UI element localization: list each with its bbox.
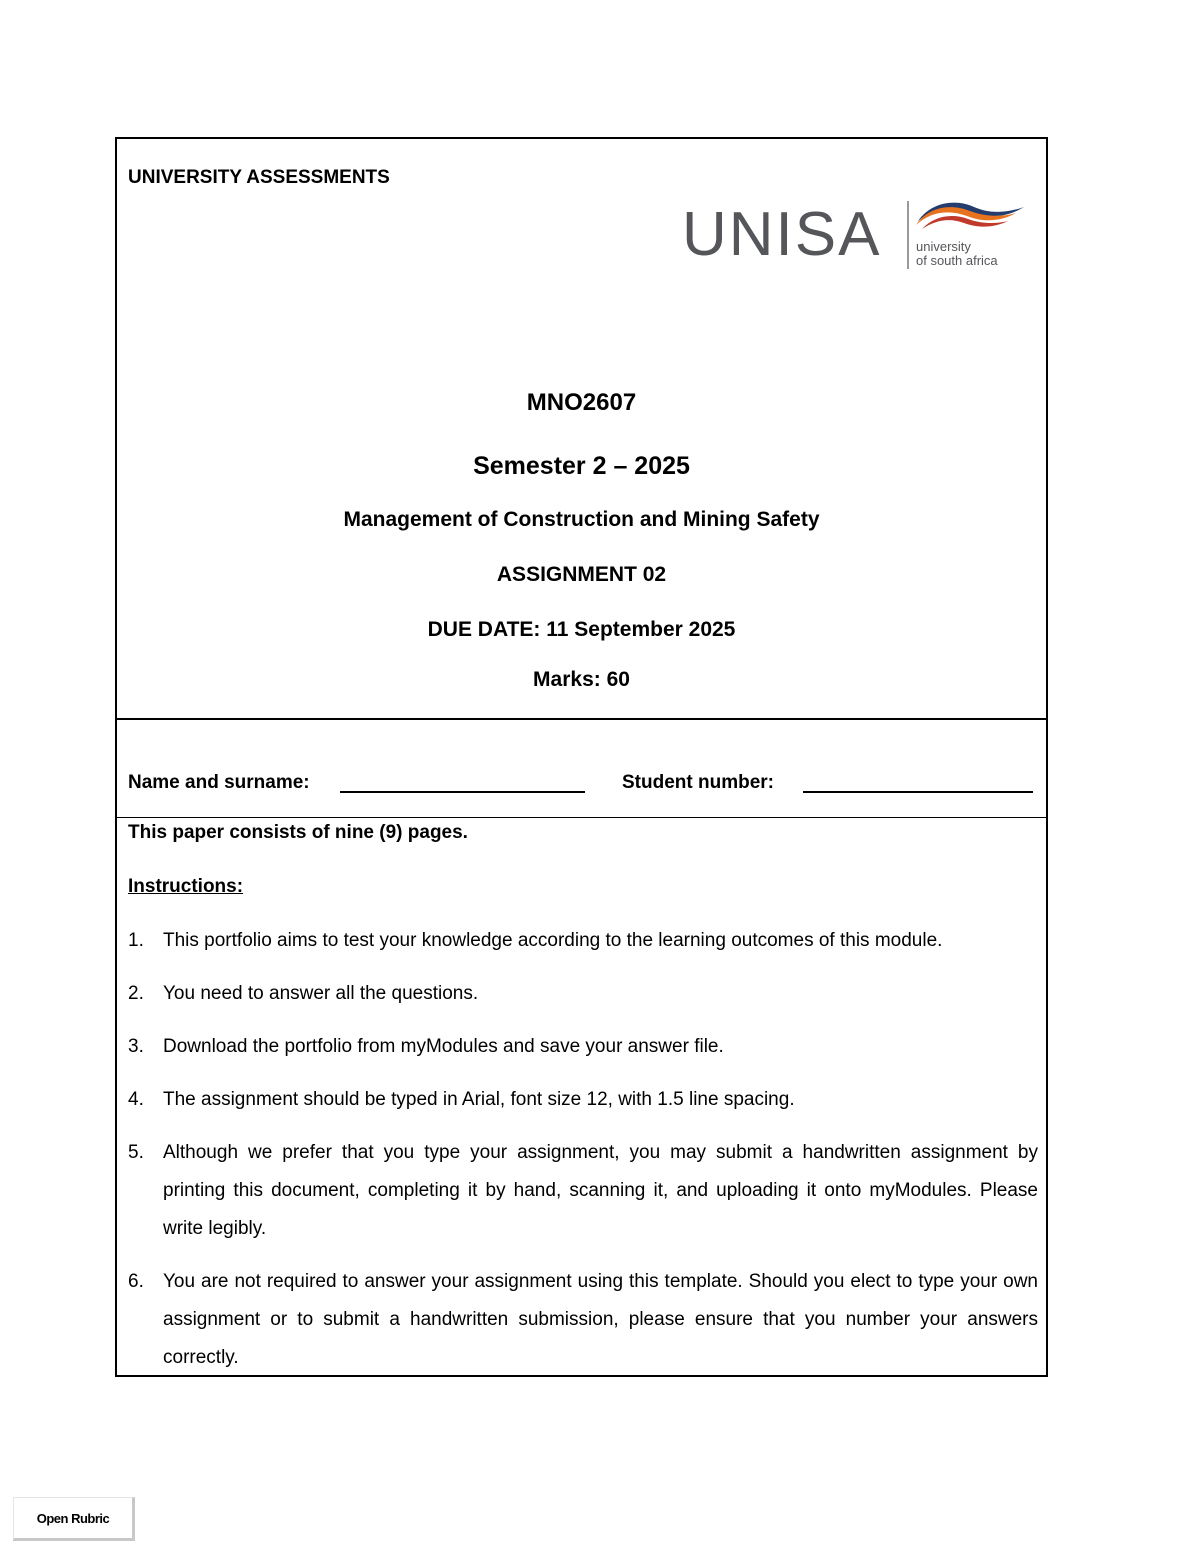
logo-sub-line1: university <box>916 239 971 254</box>
unisa-logo <box>680 199 1030 279</box>
list-item <box>117 1081 1046 1119</box>
list-item-number: 1. <box>128 930 144 951</box>
cover-header <box>117 139 1046 720</box>
instructions-list <box>117 922 1046 1392</box>
list-item-number: 4. <box>128 1089 144 1110</box>
logo-sub-line2: of south africa <box>916 253 998 268</box>
list-item-text: This portfolio aims to test your knowledge according to the learning outcomes of this module. <box>163 930 943 951</box>
list-item <box>117 1134 1046 1248</box>
list-item-number: 6. <box>128 1271 144 1292</box>
module-title: Management of Construction and Mining Safety <box>343 508 820 531</box>
semester: Semester 2 – 2025 <box>473 452 690 480</box>
assignment-number: ASSIGNMENT 02 <box>496 563 667 586</box>
module-code: MNO2607 <box>526 389 637 416</box>
name-label: Name and surname: <box>128 772 310 793</box>
instructions-heading: Instructions: <box>128 876 244 897</box>
list-item <box>117 1263 1046 1377</box>
list-item-number: 2. <box>128 983 144 1004</box>
list-item-text: The assignment should be typed in Arial, font size 12, with 1.5 line spacing. <box>163 1089 795 1110</box>
list-item-number: 3. <box>128 1036 144 1057</box>
list-item-text: You are not required to answer your assignment using this template. Should you elect to type your own assignment or to submit a handwritten submission, please ensure that you number your answers correctly. <box>163 1271 1038 1368</box>
list-item <box>117 922 1046 960</box>
due-date: DUE DATE: 11 September 2025 <box>427 618 736 641</box>
student-details <box>117 720 1046 818</box>
logo-separator <box>907 201 909 269</box>
list-item-text: Download the portfolio from myModules and save your answer file. <box>163 1036 724 1057</box>
marks: Marks: 60 <box>533 668 630 691</box>
logo-swoosh-icon <box>912 199 1027 239</box>
list-item-text: You need to answer all the questions. <box>163 983 479 1004</box>
logo-wordmark: UNISA <box>682 200 882 269</box>
list-item <box>117 975 1046 1013</box>
logo-subtitle <box>916 240 998 268</box>
list-item <box>117 1028 1046 1066</box>
org-heading: UNIVERSITY ASSESSMENTS <box>128 167 390 188</box>
student-number-field-line <box>803 791 1033 793</box>
open-rubric-button[interactable]: Open Rubric <box>13 1497 135 1541</box>
assessment-cover-frame <box>115 137 1048 1377</box>
pages-note: This paper consists of nine (9) pages. <box>128 822 468 843</box>
name-field-line <box>340 791 585 793</box>
list-item-number: 5. <box>128 1142 144 1163</box>
list-item-text: Although we prefer that you type your assignment, you may submit a handwritten assignment by printing this document, completing it by hand, scanning it, and uploading it onto myModules. Please write legibly. <box>163 1142 1038 1239</box>
student-number-label: Student number: <box>622 772 774 793</box>
